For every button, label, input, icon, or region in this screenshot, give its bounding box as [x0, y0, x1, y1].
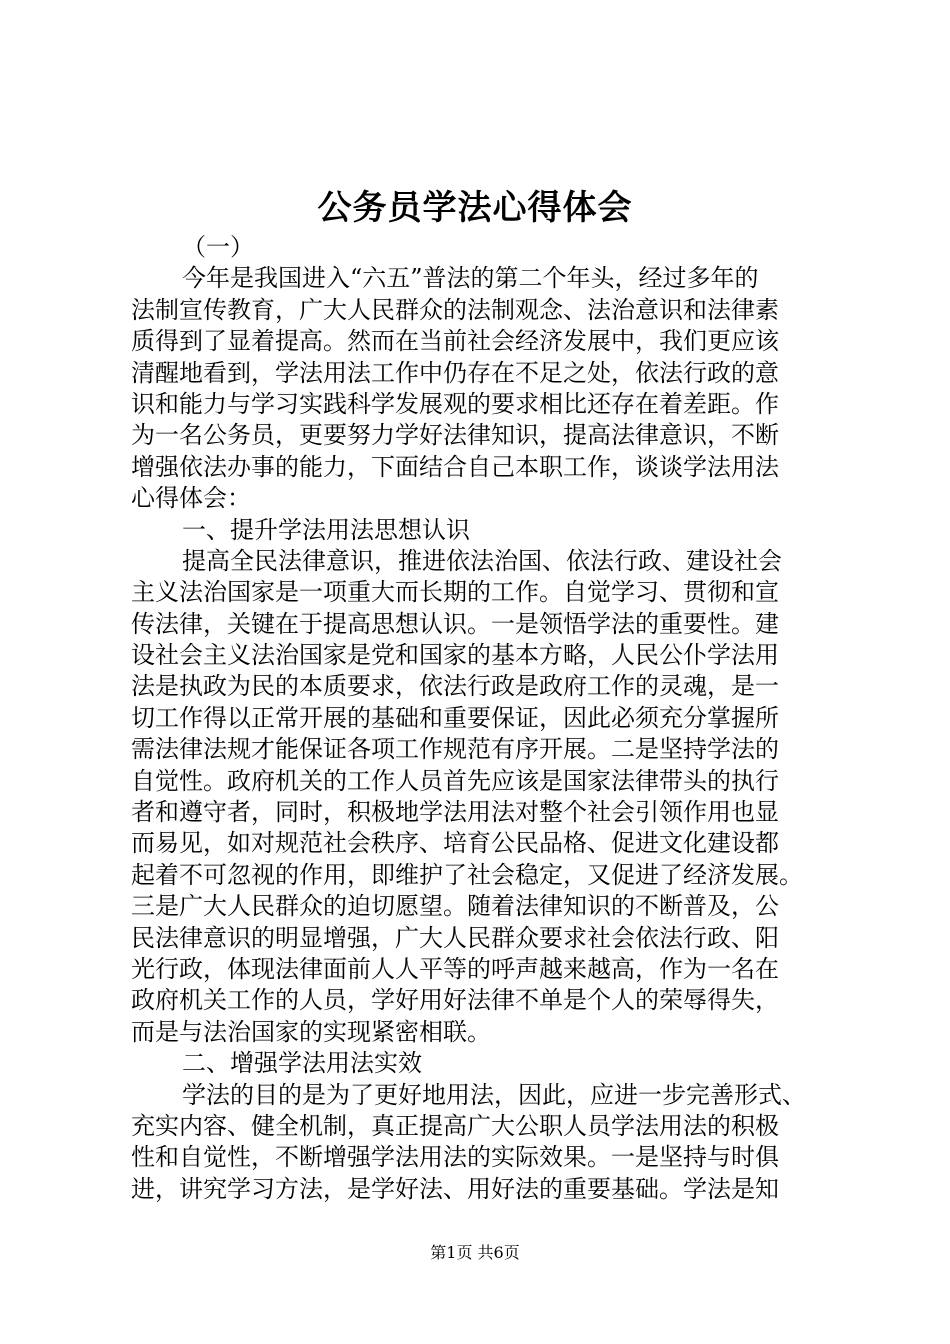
text-line: 而是与法治国家的实现紧密相联。: [131, 1017, 491, 1046]
text-line: 主义法治国家是一项重大而长期的工作。自觉学习、贯彻和宣: [131, 578, 779, 607]
text-line: 政府机关工作的人员，学好用好法律不单是个人的荣辱得失，: [131, 986, 779, 1015]
text-line: 质得到了显着提高。然而在当前社会经济发展中，我们更应该: [131, 327, 779, 356]
text-line: 自觉性。政府机关的工作人员首先应该是国家法律带头的执行: [131, 766, 779, 795]
text-line: 今年是我国进入“六五”普法的第二个年头，经过多年的: [182, 264, 759, 293]
text-line: （一）: [182, 233, 254, 261]
page-footer: 第1页 共6页: [430, 1243, 520, 1262]
text-line: 进，讲究学习方法，是学好法、用好法的重要基础。学法是知: [131, 1174, 779, 1203]
document-body: [131, 232, 828, 1205]
document-title: 公务员学法心得体会: [317, 188, 633, 228]
text-line: 学法的目的是为了更好地用法，因此，应进一步完善形式、: [182, 1080, 806, 1109]
text-line: 设社会主义法治国家是党和国家的基本方略，人民公仆学法用: [131, 641, 779, 670]
text-line: 切工作得以正常开展的基础和重要保证，因此必须充分掌握所: [131, 703, 779, 732]
text-line: 需法律法规才能保证各项工作规范有序开展。二是坚持学法的: [131, 735, 779, 764]
text-line: 光行政，体现法律面前人人平等的呼声越来越高，作为一名在: [131, 954, 779, 983]
text-line: 为一名公务员，更要努力学好法律知识，提高法律意识，不断: [131, 421, 779, 450]
section-heading: 二、增强学法用法实效: [182, 1049, 422, 1078]
text-line: 清醒地看到，学法用法工作中仍存在不足之处，依法行政的意: [131, 358, 779, 387]
text-line: 起着不可忽视的作用，即维护了社会稳定，又促进了经济发展。: [131, 860, 803, 889]
text-line: 充实内容、健全机制，真正提高广大公职人员学法用法的积极: [131, 1111, 779, 1140]
text-line: 者和遵守者，同时，积极地学法用法对整个社会引领作用也显: [131, 798, 779, 827]
text-line: 法制宣传教育，广大人民群众的法制观念、法治意识和法律素: [131, 295, 779, 324]
text-line: 三是广大人民群众的迫切愿望。随着法律知识的不断普及，公: [131, 892, 779, 921]
text-line: 增强依法办事的能力，下面结合自己本职工作，谈谈学法用法: [131, 452, 779, 481]
text-line: 民法律意识的明显增强，广大人民群众要求社会依法行政、阳: [131, 923, 779, 952]
text-line: 而易见，如对规范社会秩序、培育公民品格、促进文化建设都: [131, 829, 779, 858]
text-line: 性和自觉性，不断增强学法用法的实际效果。一是坚持与时俱: [131, 1143, 779, 1172]
text-line: 提高全民法律意识，推进依法治国、依法行政、建设社会: [182, 546, 782, 575]
text-line: 识和能力与学习实践科学发展观的要求相比还存在着差距。作: [131, 389, 779, 418]
text-line: 传法律，关键在于提高思想认识。一是领悟学法的重要性。建: [131, 609, 779, 638]
text-line: 法是执政为民的本质要求，依法行政是政府工作的灵魂，是一: [131, 672, 779, 701]
section-heading: 一、提升学法用法思想认识: [182, 515, 470, 544]
text-line: 心得体会：: [131, 484, 251, 513]
